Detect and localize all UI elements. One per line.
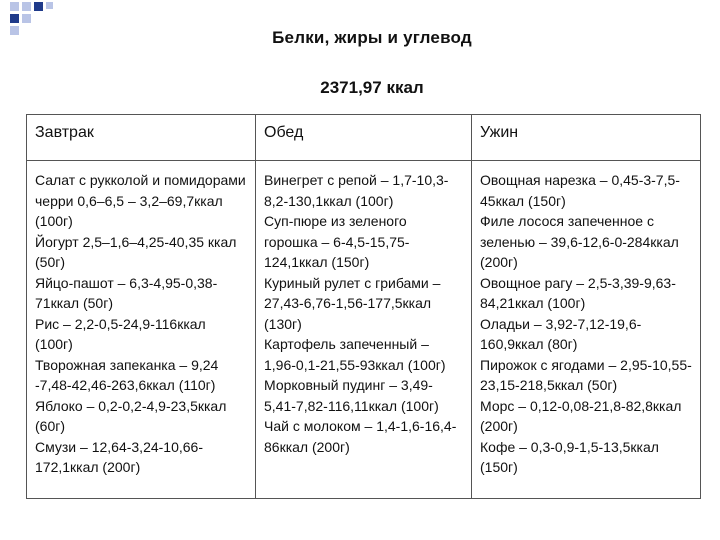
breakfast-cell: [27, 161, 256, 499]
total-calories: 2371,97 ккал: [320, 78, 424, 97]
page-title: Белки, жиры и углевод: [272, 28, 472, 47]
list-item: Овощная нарезка – 0,45-3-7,5-45ккал (150г): [480, 172, 680, 209]
meal-table: [26, 114, 701, 499]
table-header-row: [27, 115, 701, 161]
header-breakfast: Завтрак: [27, 115, 256, 161]
list-item: Филе лосося запеченное с зеленью – 39,6-12,6-0-284ккал (200г): [480, 213, 679, 270]
lunch-cell: [256, 161, 472, 499]
header-lunch: Обед: [256, 115, 472, 161]
table-row: [27, 161, 701, 499]
list-item: Йогурт 2,5–1,6–4,25-40,35 ккал (50г): [35, 233, 237, 270]
header-dinner: Ужин: [472, 115, 701, 161]
list-item: Пирожок с ягодами – 2,95-10,55-23,15-218,5ккал (50г): [480, 356, 692, 393]
list-item: Морковный пудинг – 3,49-5,41-7,82-116,11ккал (100г): [264, 377, 439, 414]
list-item: Суп-пюре из зеленого горошка – 6-4,5-15,75-124,1ккал (150г): [264, 213, 410, 270]
list-item: Винегрет с репой – 1,7-10,3-8,2-130,1ккал (100г): [264, 172, 449, 209]
list-item: Куриный рулет с грибами – 27,43-6,76-1,56-177,5ккал (130г): [264, 274, 441, 332]
list-item: Картофель запеченный – 1,96-0,1-21,55-93ккал (100г): [264, 336, 446, 373]
list-item: Чай с молоком – 1,4-1,6-16,4-86ккал (200г): [264, 418, 457, 455]
list-item: Яйцо-пашот – 6,3-4,95-0,38-71ккал (50г): [35, 274, 218, 311]
list-item: Творожная запеканка – 9,24 -7,48-42,46-263,6ккал (110г): [35, 356, 219, 393]
list-item: Салат с рукколой и помидорами черри 0,6–6,5 – 3,2–69,7ккал (100г): [35, 172, 246, 229]
list-item: Оладьи – 3,92-7,12-19,6-160,9ккал (80г): [480, 315, 642, 352]
list-item: Овощное рагу – 2,5-3,39-9,63-84,21ккал (100г): [480, 274, 676, 311]
list-item: Рис – 2,2-0,5-24,9-116ккал (100г): [35, 315, 206, 352]
list-item: Смузи – 12,64-3,24-10,66-172,1ккал (200г): [35, 438, 203, 475]
list-item: Морс – 0,12-0,08-21,8-82,8ккал (200г): [480, 397, 682, 434]
dinner-cell: [472, 161, 701, 499]
list-item: Яблоко – 0,2-0,2-4,9-23,5ккал (60г): [35, 397, 227, 434]
list-item: Кофе – 0,3-0,9-1,5-13,5ккал (150г): [480, 438, 659, 475]
